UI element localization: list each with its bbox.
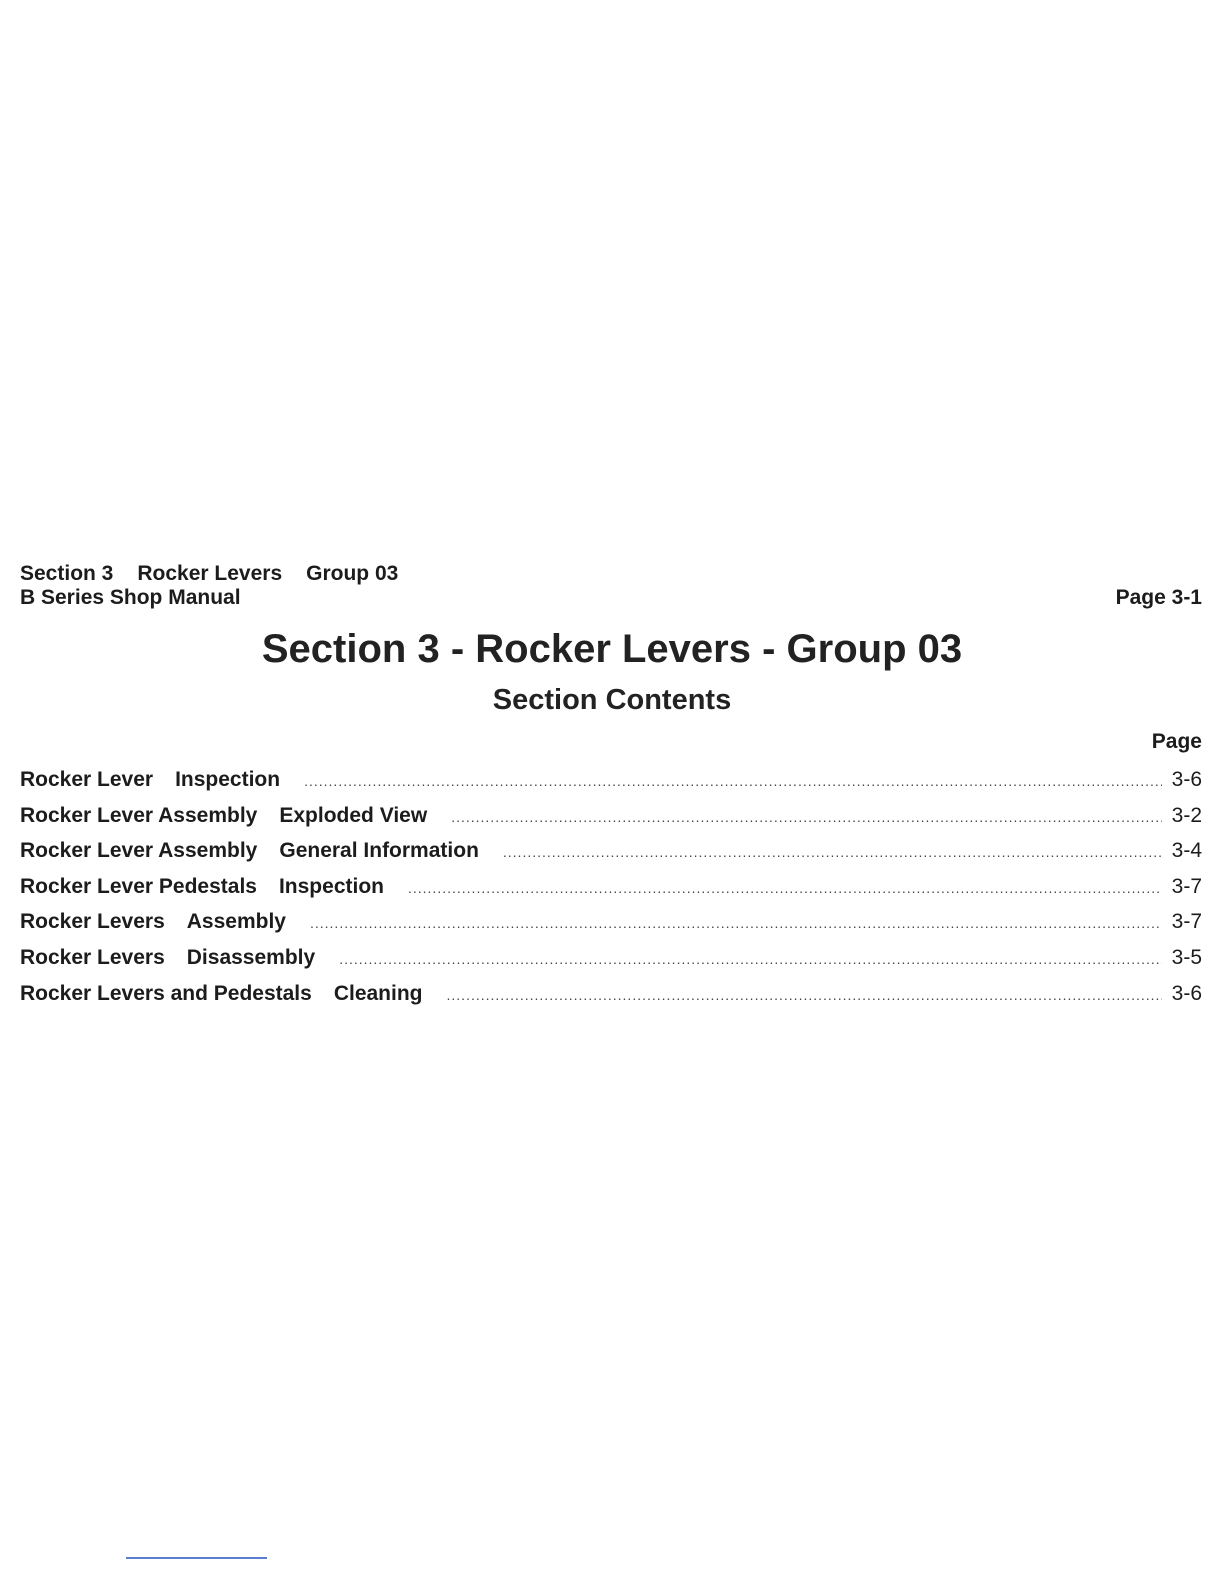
toc-entry-topic: General Information: [279, 839, 479, 863]
toc-entry-part: Rocker Lever: [20, 768, 154, 791]
toc-entry-part: Rocker Levers: [20, 910, 165, 934]
toc-leader-dots: [451, 800, 1162, 836]
header-line-2: [20, 586, 1202, 610]
footer-rule: [126, 1557, 267, 1559]
toc-entry-page: 3-6: [1171, 768, 1202, 791]
header-topic: Rocker Levers: [137, 562, 283, 585]
toc-entry-topic: Assembly: [186, 910, 286, 934]
toc-leader-dots: [339, 942, 1162, 978]
header-section: Section 3: [20, 562, 114, 585]
toc-entry[interactable]: [20, 869, 1202, 905]
toc-entry-page: 3-7: [1171, 874, 1202, 898]
toc-leader-dots: [408, 871, 1162, 907]
toc-entry-page: 3-6: [1171, 981, 1202, 1005]
toc-entry[interactable]: [20, 904, 1202, 940]
toc-entry-part: Rocker Lever Pedestals: [20, 874, 257, 898]
toc-entry-part: Rocker Lever Assembly: [20, 803, 258, 827]
header-line-1: [20, 562, 1202, 586]
page-subtitle: Section Contents: [492, 684, 732, 716]
toc-entry-part: Rocker Levers: [20, 945, 165, 969]
toc-entry-topic: Disassembly: [186, 945, 316, 969]
toc-page-column-heading: Page: [1151, 730, 1202, 753]
toc-entry-page: 3-5: [1171, 945, 1202, 969]
toc-entry-part: Rocker Levers and Pedestals: [20, 981, 312, 1005]
toc-entry-topic: Inspection: [175, 768, 281, 791]
running-header: [20, 562, 1202, 610]
header-group: Group 03: [306, 562, 399, 585]
toc-entry[interactable]: [20, 833, 1202, 869]
toc-entry-topic: Cleaning: [333, 981, 423, 1005]
toc-leader-dots: [503, 835, 1162, 871]
toc-entry[interactable]: [20, 798, 1202, 834]
toc-entry-topic: Exploded View: [279, 803, 428, 827]
header-manual-name: B Series Shop Manual: [20, 586, 241, 609]
page-title: Section 3 - Rocker Levers - Group 03: [261, 627, 963, 671]
toc-leader-dots: [304, 764, 1162, 800]
toc-leader-dots: [310, 906, 1162, 942]
toc-entry-part: Rocker Lever Assembly: [20, 839, 258, 863]
toc-leader-dots: [447, 978, 1162, 1014]
toc-entry-topic: Inspection: [278, 874, 384, 898]
table-of-contents: [20, 762, 1202, 1011]
header-page-number: Page 3-1: [1115, 586, 1202, 609]
toc-entry[interactable]: [20, 762, 1202, 798]
toc-entry[interactable]: [20, 940, 1202, 976]
toc-entry-page: 3-2: [1171, 803, 1202, 827]
toc-entry-page: 3-4: [1171, 839, 1202, 863]
toc-entry[interactable]: [20, 976, 1202, 1012]
toc-entry-page: 3-7: [1171, 910, 1202, 934]
